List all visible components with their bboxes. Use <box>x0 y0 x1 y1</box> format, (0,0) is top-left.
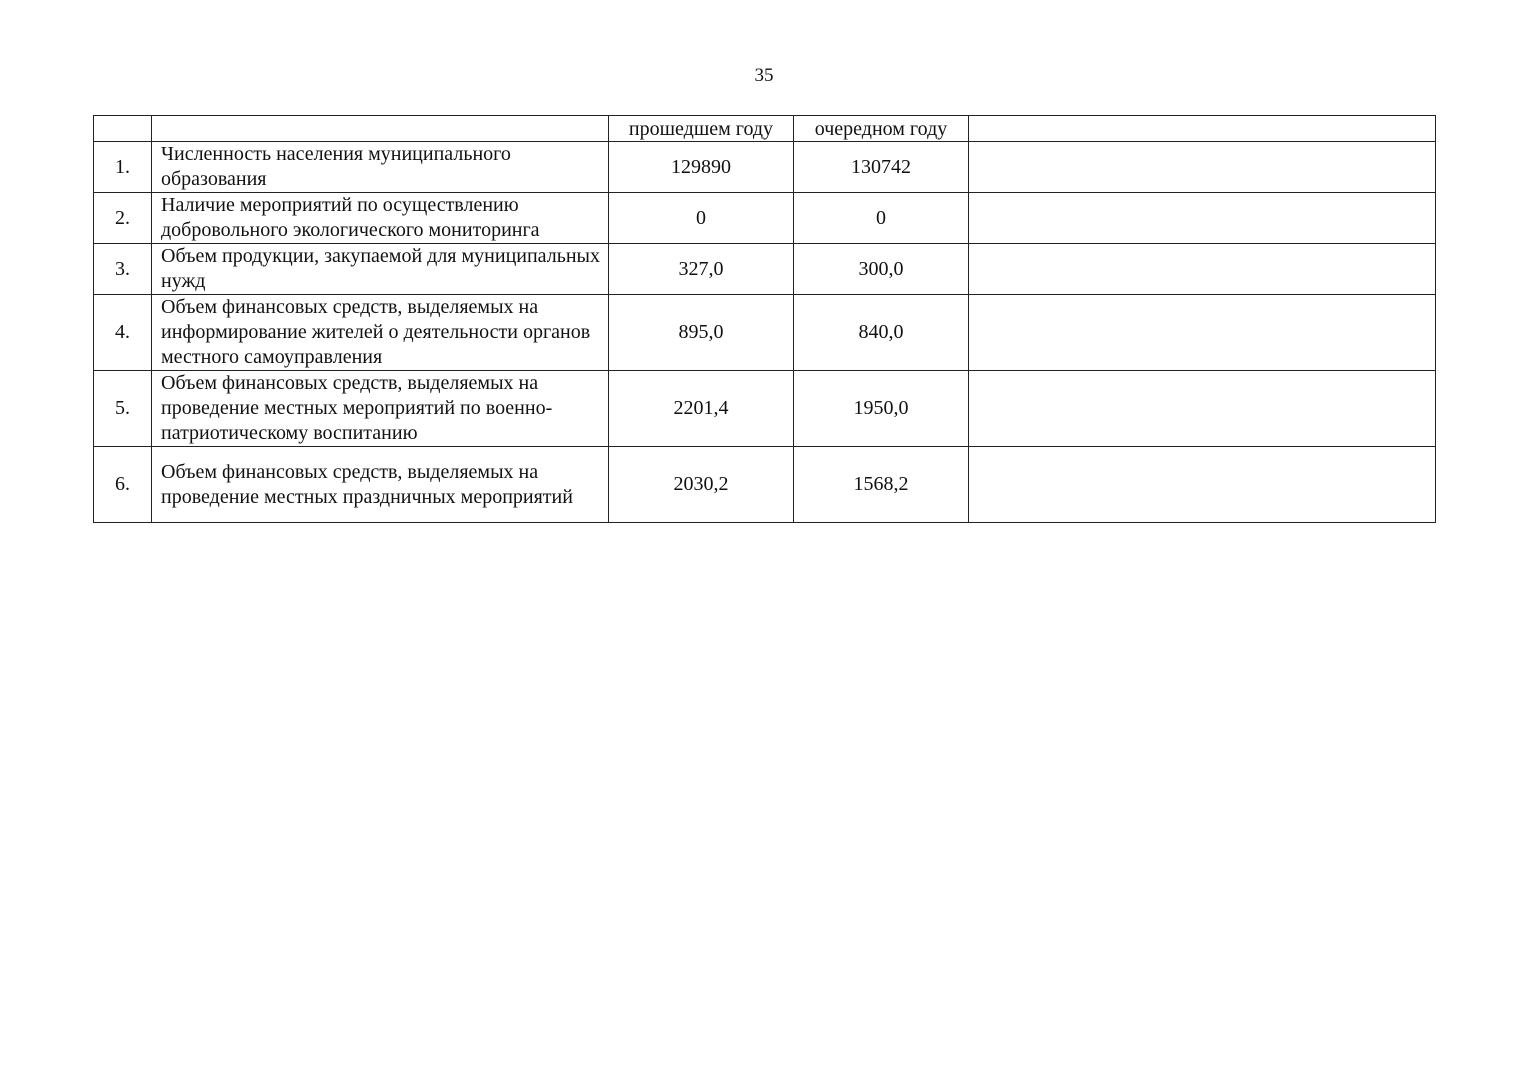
table-row <box>94 244 1436 295</box>
next-year-value: 1568,2 <box>794 447 969 523</box>
row-number: 6. <box>94 447 152 523</box>
indicator-name: Объем финансовых средств, выделяемых на проведение местных праздничных мероприятий <box>152 447 609 523</box>
indicator-name: Объем продукции, закупаемой для муниципальных нужд <box>152 244 609 295</box>
row-number: 1. <box>94 142 152 193</box>
indicator-name: Объем финансовых средств, выделяемых на проведение местных мероприятий по военно-патриотическому воспитанию <box>152 371 609 447</box>
note-cell <box>969 142 1436 193</box>
note-cell <box>969 371 1436 447</box>
prev-year-value: 327,0 <box>609 244 794 295</box>
header-cell-num <box>94 116 152 142</box>
prev-year-value: 2030,2 <box>609 447 794 523</box>
page-number: 35 <box>754 65 774 86</box>
table-row <box>94 371 1436 447</box>
next-year-value: 1950,0 <box>794 371 969 447</box>
prev-year-value: 2201,4 <box>609 371 794 447</box>
indicator-name: Наличие мероприятий по осуществлению добровольного экологического мониторинга <box>152 193 609 244</box>
table-row <box>94 447 1436 523</box>
row-number: 5. <box>94 371 152 447</box>
table-row <box>94 295 1436 371</box>
indicator-name: Объем финансовых средств, выделяемых на информирование жителей о деятельности органов местного самоуправления <box>152 295 609 371</box>
table-row <box>94 142 1436 193</box>
indicator-name: Численность населения муниципального образования <box>152 142 609 193</box>
prev-year-value: 129890 <box>609 142 794 193</box>
note-cell <box>969 295 1436 371</box>
prev-year-value: 895,0 <box>609 295 794 371</box>
table-header-row <box>94 116 1436 142</box>
note-cell <box>969 193 1436 244</box>
row-number: 3. <box>94 244 152 295</box>
header-cell-next-year: очередном году <box>794 116 969 142</box>
next-year-value: 0 <box>794 193 969 244</box>
table-row <box>94 193 1436 244</box>
prev-year-value: 0 <box>609 193 794 244</box>
row-number: 4. <box>94 295 152 371</box>
note-cell <box>969 244 1436 295</box>
next-year-value: 130742 <box>794 142 969 193</box>
indicators-table <box>93 115 1436 523</box>
header-cell-note <box>969 116 1436 142</box>
note-cell <box>969 447 1436 523</box>
header-cell-name <box>152 116 609 142</box>
row-number: 2. <box>94 193 152 244</box>
next-year-value: 840,0 <box>794 295 969 371</box>
header-cell-prev-year: прошедшем году <box>609 116 794 142</box>
next-year-value: 300,0 <box>794 244 969 295</box>
